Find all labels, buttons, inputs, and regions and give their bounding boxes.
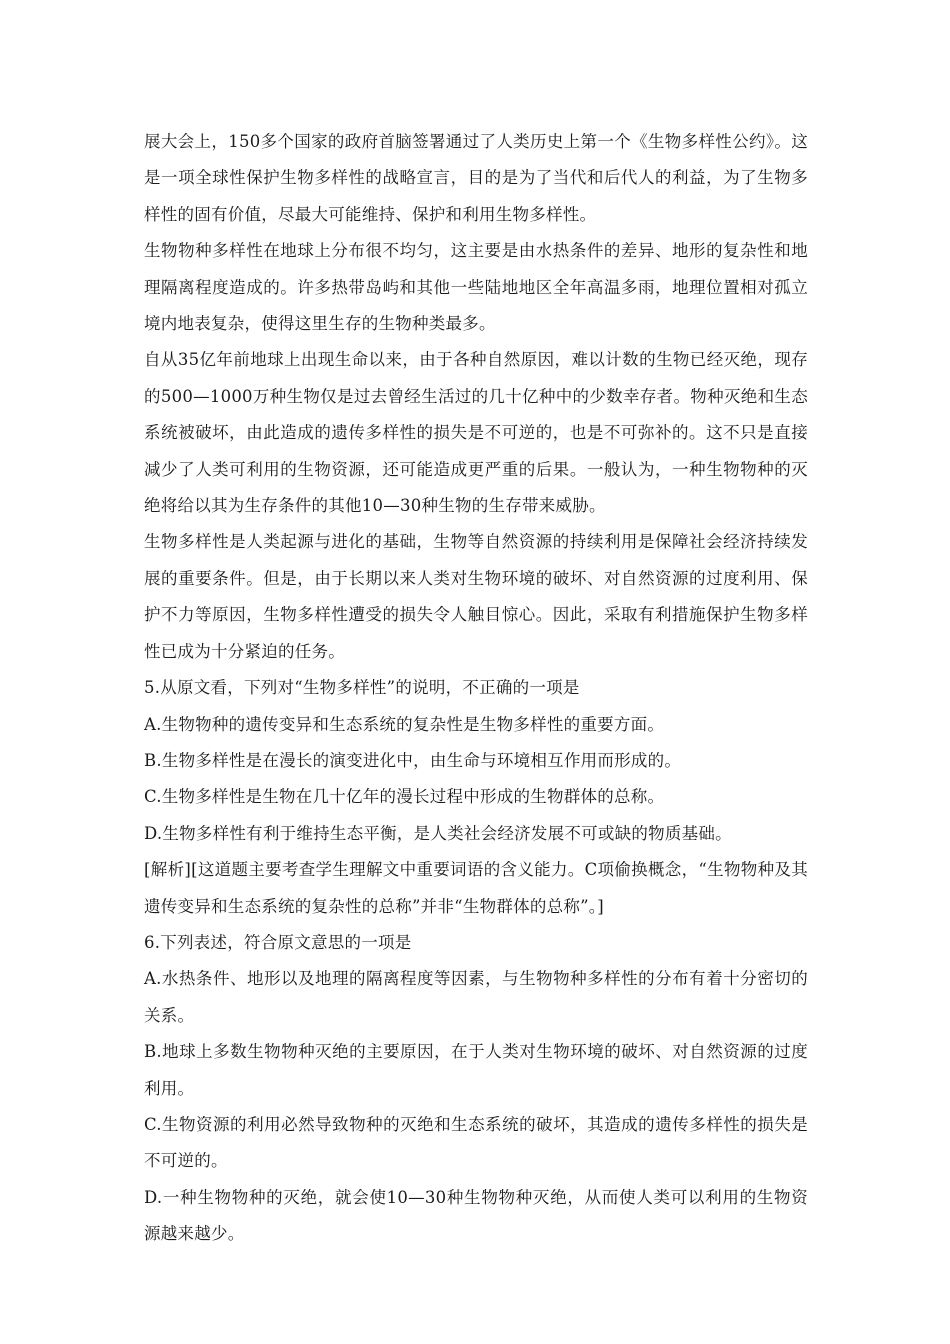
document-page <box>144 124 808 1253</box>
passage-paragraph-4: 生物多样性是人类起源与进化的基础，生物等自然资源的持续利用是保障社会经济持续发展的重要条件。但是，由于长期以来人类对生物环境的破坏、对自然资源的过度利用、保护不力等原因，生物多样性遭受的损失令人触目惊心。因此，采取有利措施保护生物多样性已成为十分紧迫的任务。 <box>144 532 808 661</box>
question-6-option-d: D.一种生物物种的灭绝，就会使10—30种生物物种灭绝，从而使人类可以利用的生物资源越来越少。 <box>144 1187 808 1244</box>
question-5-option-c: C.生物多样性是生物在几十亿年的漫长过程中形成的生物群体的总称。 <box>144 787 665 807</box>
question-6-option-a: A.水热条件、地形以及地理的隔离程度等因素，与生物物种多样性的分布有着十分密切的关系。 <box>144 969 808 1025</box>
question-6-option-b: B.地球上多数生物物种灭绝的主要原因，在于人类对生物环境的破坏、对自然资源的过度利用。 <box>144 1042 808 1098</box>
question-5-analysis: [解析][这道题主要考查学生理解文中重要词语的含义能力。C项偷换概念，“生物物种及其遗传变异和生态系统的复杂性的总称”并非“生物群体的总称”。] <box>144 860 808 916</box>
passage-paragraph-3: 自从35亿年前地球上出现生命以来，由于各种自然原因，难以计数的生物已经灭绝，现存的500—1000万种生物仅是过去曾经生活过的几十亿种中的少数幸存者。物种灭绝和生态系统被破坏，由此造成的遗传多样性的损失是不可逆的，也是不可弥补的。这不只是直接减少了人类可利用的生物资源，还可能造成更严重的后果。一般认为，一种生物物种的灭绝将给以其为生存条件的其他10—30种生物的生存带来威胁。 <box>144 350 808 516</box>
question-5-option-a: A.生物物种的遗传变异和生态系统的复杂性是生物多样性的重要方面。 <box>144 714 665 734</box>
passage-paragraph-2: 生物物种多样性在地球上分布很不均匀，这主要是由水热条件的差异、地形的复杂性和地理隔离程度造成的。许多热带岛屿和其他一些陆地地区全年高温多雨，地理位置相对孤立境内地表复杂，使得这里生存的生物种类最多。 <box>144 241 808 334</box>
question-6-option-c: C.生物资源的利用必然导致物种的灭绝和生态系统的破坏，其造成的遗传多样性的损失是不可逆的。 <box>144 1114 808 1171</box>
passage-paragraph-1: 展大会上，150多个国家的政府首脑签署通过了人类历史上第一个《生物多样性公约》。这是一项全球性保护生物多样性的战略宣言，目的是为了当代和后代人的利益，为了生物多样性的固有价值，尽最大可能维持、保护和利用生物多样性。 <box>144 132 808 224</box>
question-5-stem: 5.从原文看，下列对“生物多样性”的说明，不正确的一项是 <box>144 678 580 698</box>
question-6 <box>144 925 808 1253</box>
question-6-stem: 6.下列表述，符合原文意思的一项是 <box>144 932 412 952</box>
question-5-option-b: B.生物多样性是在漫长的演变进化中，由生命与环境相互作用而形成的。 <box>144 750 682 770</box>
question-5 <box>144 670 808 925</box>
question-5-option-d: D.生物多样性有利于维持生态平衡，是人类社会经济发展不可或缺的物质基础。 <box>144 823 732 843</box>
